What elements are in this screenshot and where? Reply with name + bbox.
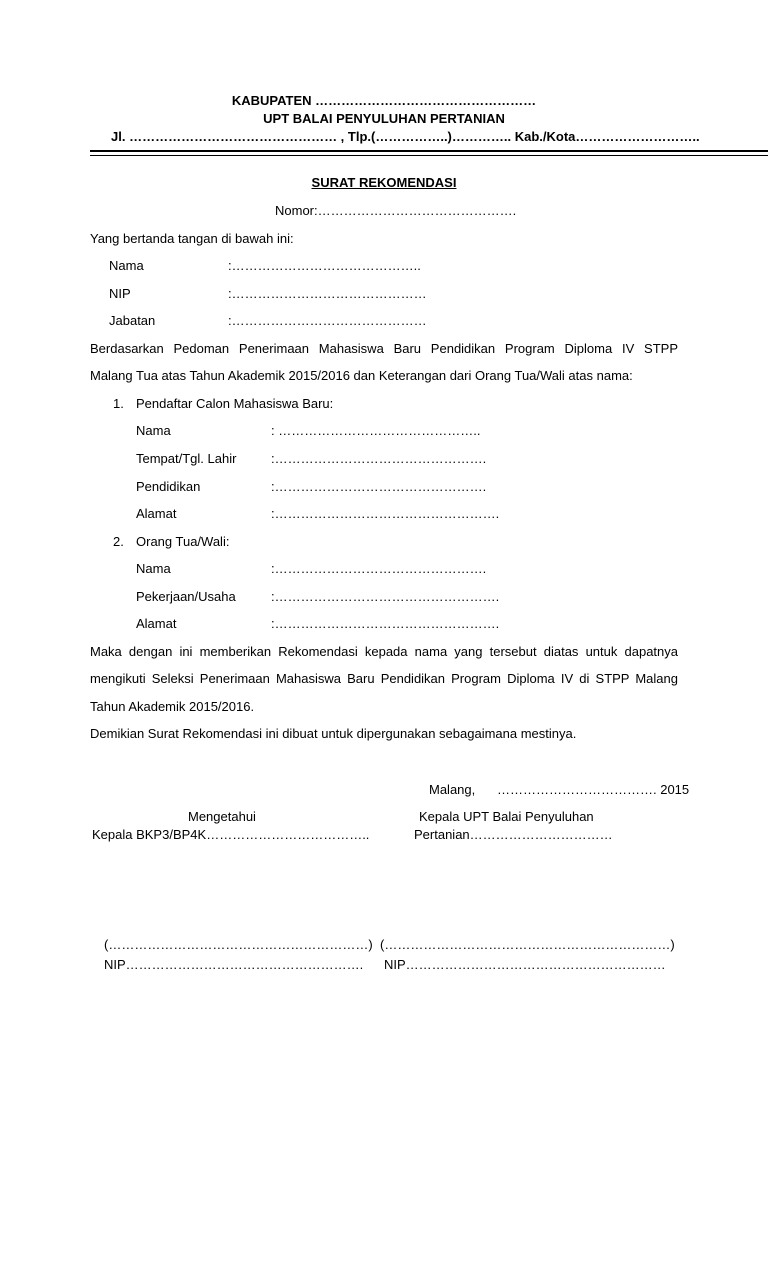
date-place: Malang, (429, 782, 476, 797)
section2-title: Orang Tua/Wali: (136, 534, 230, 549)
right-sig-nip: NIP…………………………………………………… (384, 957, 666, 972)
para2-line-1: Maka dengan ini memberikan Rekomendasi kepada nama yang tersebut diatas untuk dapatnya (90, 644, 678, 659)
document-number: Nomor:………………………………………. (275, 203, 517, 218)
section1-alamat-value: :……………………………………………. (271, 506, 500, 521)
section2-alamat-value: :……………………………………………. (271, 616, 500, 631)
header-rule-thick (90, 150, 768, 152)
section1-alamat-label: Alamat (136, 506, 177, 521)
left-sig-nip: NIP………………………………………………. (104, 957, 364, 972)
signer-jabatan-value: :……………………………………… (228, 313, 427, 328)
section1-ttl-label: Tempat/Tgl. Lahir (136, 451, 237, 466)
left-sig-heading: Mengetahui (188, 809, 256, 824)
section2-nama-label: Nama (136, 561, 171, 576)
section2-pekerjaan-label: Pekerjaan/Usaha (136, 589, 236, 604)
header-upt: UPT BALAI PENYULUHAN PERTANIAN (263, 111, 505, 126)
section1-ttl-value: :…………………………………………. (271, 451, 487, 466)
signer-nip-value: :……………………………………… (228, 286, 427, 301)
section1-nama-value: : ……………………………………….. (271, 423, 481, 438)
intro-text: Yang bertanda tangan di bawah ini: (90, 231, 294, 246)
section1-title: Pendaftar Calon Mahasiswa Baru: (136, 396, 334, 411)
signer-name-label: Nama (109, 258, 144, 273)
basis-line-1: Berdasarkan Pedoman Penerimaan Mahasiswa Baru Pendidikan Program Diploma IV STPP (90, 341, 678, 356)
header-kabupaten: KABUPATEN …………………………………………… (231, 93, 537, 108)
signer-nip-label: NIP (109, 286, 131, 301)
right-sig-name: (…………………………………………………………) (380, 937, 675, 952)
section2-nama-value: :…………………………………………. (271, 561, 487, 576)
closing-text: Demikian Surat Rekomendasi ini dibuat untuk dipergunakan sebagaimana mestinya. (90, 726, 577, 741)
section1-nama-label: Nama (136, 423, 171, 438)
basis-line-2: Malang Tua atas Tahun Akademik 2015/2016 dan Keterangan dari Orang Tua/Wali atas nama: (90, 368, 633, 383)
right-sig-heading: Kepala UPT Balai Penyuluhan (419, 809, 594, 824)
section1-pendidikan-value: :…………………………………………. (271, 479, 487, 494)
date-value: ………………………………. 2015 (497, 782, 690, 797)
left-sig-title: Kepala BKP3/BP4K……………………………….. (92, 827, 370, 842)
section2-alamat-label: Alamat (136, 616, 177, 631)
section1-number: 1. (113, 396, 124, 411)
right-sig-title: Pertanian…………………………… (414, 827, 613, 842)
signer-name-value: :…………………………………….. (228, 258, 421, 273)
left-sig-name: (……………………………………………………) (104, 937, 373, 952)
signer-jabatan-label: Jabatan (109, 313, 156, 328)
header-rule-thin (90, 155, 768, 156)
section2-pekerjaan-value: :……………………………………………. (271, 589, 500, 604)
document-title: SURAT REKOMENDASI (311, 175, 457, 190)
para2-line-3: Tahun Akademik 2015/2016. (90, 699, 255, 714)
section1-pendidikan-label: Pendidikan (136, 479, 201, 494)
header-address: Jl. ………………………………………… , Tlp.(……………..)………….. Kab./Kota……………………….. (111, 129, 700, 144)
section2-number: 2. (113, 534, 124, 549)
para2-line-2: mengikuti Seleksi Penerimaan Mahasiswa Baru Pendidikan Program Diploma IV di STPP Malang (90, 671, 678, 686)
